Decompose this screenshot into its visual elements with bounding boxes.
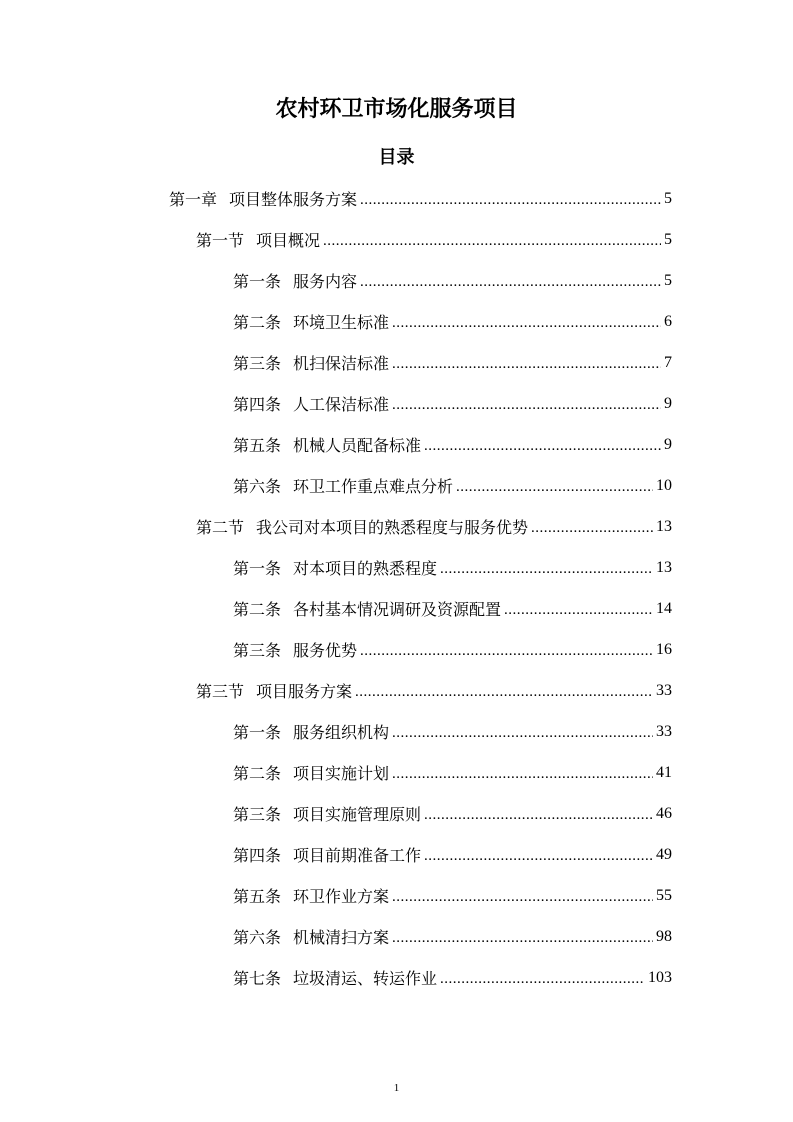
toc-entry-number: 第三节: [196, 682, 245, 701]
toc-entry-article[interactable]: [233, 629, 672, 670]
toc-entry-title: 环卫作业方案: [293, 887, 390, 906]
toc-entry-page: 49: [656, 845, 672, 863]
toc-entry-number: 第三条: [233, 354, 282, 373]
toc-entry-article[interactable]: [233, 424, 672, 465]
dot-leader: [424, 437, 661, 453]
toc-entry-number: 第三条: [233, 805, 282, 824]
toc-entry-number: 第一条: [233, 272, 282, 291]
toc-entry-title: 服务内容: [293, 272, 358, 291]
toc-entry-title: 机械清扫方案: [293, 928, 390, 947]
toc-entry-article[interactable]: [233, 711, 672, 752]
dot-leader: [392, 888, 653, 904]
toc-entry-page: 33: [656, 681, 672, 699]
toc-entry-article[interactable]: [233, 465, 672, 506]
dot-leader: [424, 806, 653, 822]
dot-leader: [392, 765, 653, 781]
toc-entry-number: 第二条: [233, 764, 282, 783]
dot-leader: [392, 314, 661, 330]
toc-entry-title: 项目整体服务方案: [229, 190, 358, 209]
dot-leader: [360, 273, 661, 289]
toc-entry-number: 第四条: [233, 395, 282, 414]
dot-leader: [392, 396, 661, 412]
toc-entry-number: 第一条: [233, 723, 282, 742]
toc-entry-article[interactable]: [233, 260, 672, 301]
toc-entry-number: 第二条: [233, 600, 282, 619]
toc-entry-article[interactable]: [233, 834, 672, 875]
dot-leader: [392, 355, 661, 371]
toc-entry-page: 16: [656, 640, 672, 658]
dot-leader: [440, 970, 645, 986]
toc-entry-page: 5: [664, 271, 672, 289]
toc-entry-page: 9: [664, 394, 672, 412]
toc-entry-page: 5: [664, 230, 672, 248]
dot-leader: [504, 601, 653, 617]
toc-entry-page: 41: [656, 763, 672, 781]
toc-entry-title: 环卫工作重点难点分析: [293, 477, 454, 496]
toc-entry-number: 第六条: [233, 477, 282, 496]
toc-entry-title: 机扫保洁标准: [293, 354, 390, 373]
toc-entry-title: 对本项目的熟悉程度: [293, 559, 438, 578]
dot-leader: [456, 478, 653, 494]
toc-entry-number: 第七条: [233, 969, 282, 988]
dot-leader: [392, 724, 653, 740]
toc-entry-page: 14: [656, 599, 672, 617]
toc-entry-number: 第六条: [233, 928, 282, 947]
dot-leader: [424, 847, 653, 863]
toc-entry-title: 我公司对本项目的熟悉程度与服务优势: [256, 518, 529, 537]
toc-entry-page: 13: [656, 517, 672, 535]
dot-leader: [355, 683, 653, 699]
toc-entry-page: 46: [656, 804, 672, 822]
toc-entry-page: 9: [664, 435, 672, 453]
toc-entry-page: 13: [656, 558, 672, 576]
toc-entry-article[interactable]: [233, 875, 672, 916]
toc-entry-article[interactable]: [233, 301, 672, 342]
toc-entry-number: 第四条: [233, 846, 282, 865]
toc-heading: 目录: [378, 147, 415, 168]
toc-entry-title: 服务优势: [293, 641, 358, 660]
toc-entry-number: 第五条: [233, 887, 282, 906]
toc-entry-article[interactable]: [233, 752, 672, 793]
toc-entry-page: 6: [664, 312, 672, 330]
toc-entry-section[interactable]: [196, 506, 672, 547]
toc-entry-number: 第三条: [233, 641, 282, 660]
toc-entry-chapter[interactable]: [169, 178, 672, 219]
toc-entry-section[interactable]: [196, 219, 672, 260]
toc-entry-article[interactable]: [233, 793, 672, 834]
toc-entry-section[interactable]: [196, 670, 672, 711]
toc-entry-article[interactable]: [233, 957, 672, 998]
toc-entry-page: 7: [664, 353, 672, 371]
toc-entry-article[interactable]: [233, 342, 672, 383]
toc-entry-number: 第五条: [233, 436, 282, 455]
toc-entry-page: 55: [656, 886, 672, 904]
toc-entry-title: 项目实施管理原则: [293, 805, 422, 824]
toc-entry-article[interactable]: [233, 588, 672, 629]
toc-entry-title: 各村基本情况调研及资源配置: [293, 600, 502, 619]
toc-entry-article[interactable]: [233, 547, 672, 588]
toc-entry-page: 10: [656, 476, 672, 494]
toc-entry-title: 项目概况: [256, 231, 321, 250]
toc-entry-article[interactable]: [233, 383, 672, 424]
page-number: 1: [393, 1082, 400, 1094]
toc-entry-title: 环境卫生标准: [293, 313, 390, 332]
toc-entry-page: 5: [664, 189, 672, 207]
toc-entry-title: 垃圾清运、转运作业: [293, 969, 438, 988]
dot-leader: [392, 929, 653, 945]
toc-entry-title: 项目实施计划: [293, 764, 390, 783]
dot-leader: [323, 232, 661, 248]
toc-entry-article[interactable]: [233, 916, 672, 957]
toc-entry-number: 第二节: [196, 518, 245, 537]
dot-leader: [531, 519, 653, 535]
toc-entry-page: 98: [656, 927, 672, 945]
toc-entry-number: 第一节: [196, 231, 245, 250]
toc-entry-number: 第一章: [169, 190, 218, 209]
toc-entry-title: 项目服务方案: [256, 682, 353, 701]
toc-entry-number: 第二条: [233, 313, 282, 332]
toc-entry-title: 机械人员配备标准: [293, 436, 422, 455]
toc-entry-page: 33: [656, 722, 672, 740]
dot-leader: [440, 560, 653, 576]
toc-entry-page: 103: [648, 968, 672, 986]
toc-entry-title: 人工保洁标准: [293, 395, 390, 414]
dot-leader: [360, 642, 653, 658]
toc-entry-title: 服务组织机构: [293, 723, 390, 742]
dot-leader: [360, 191, 661, 207]
toc-entry-title: 项目前期准备工作: [293, 846, 422, 865]
toc-entry-number: 第一条: [233, 559, 282, 578]
document-title: 农村环卫市场化服务项目: [275, 97, 518, 122]
